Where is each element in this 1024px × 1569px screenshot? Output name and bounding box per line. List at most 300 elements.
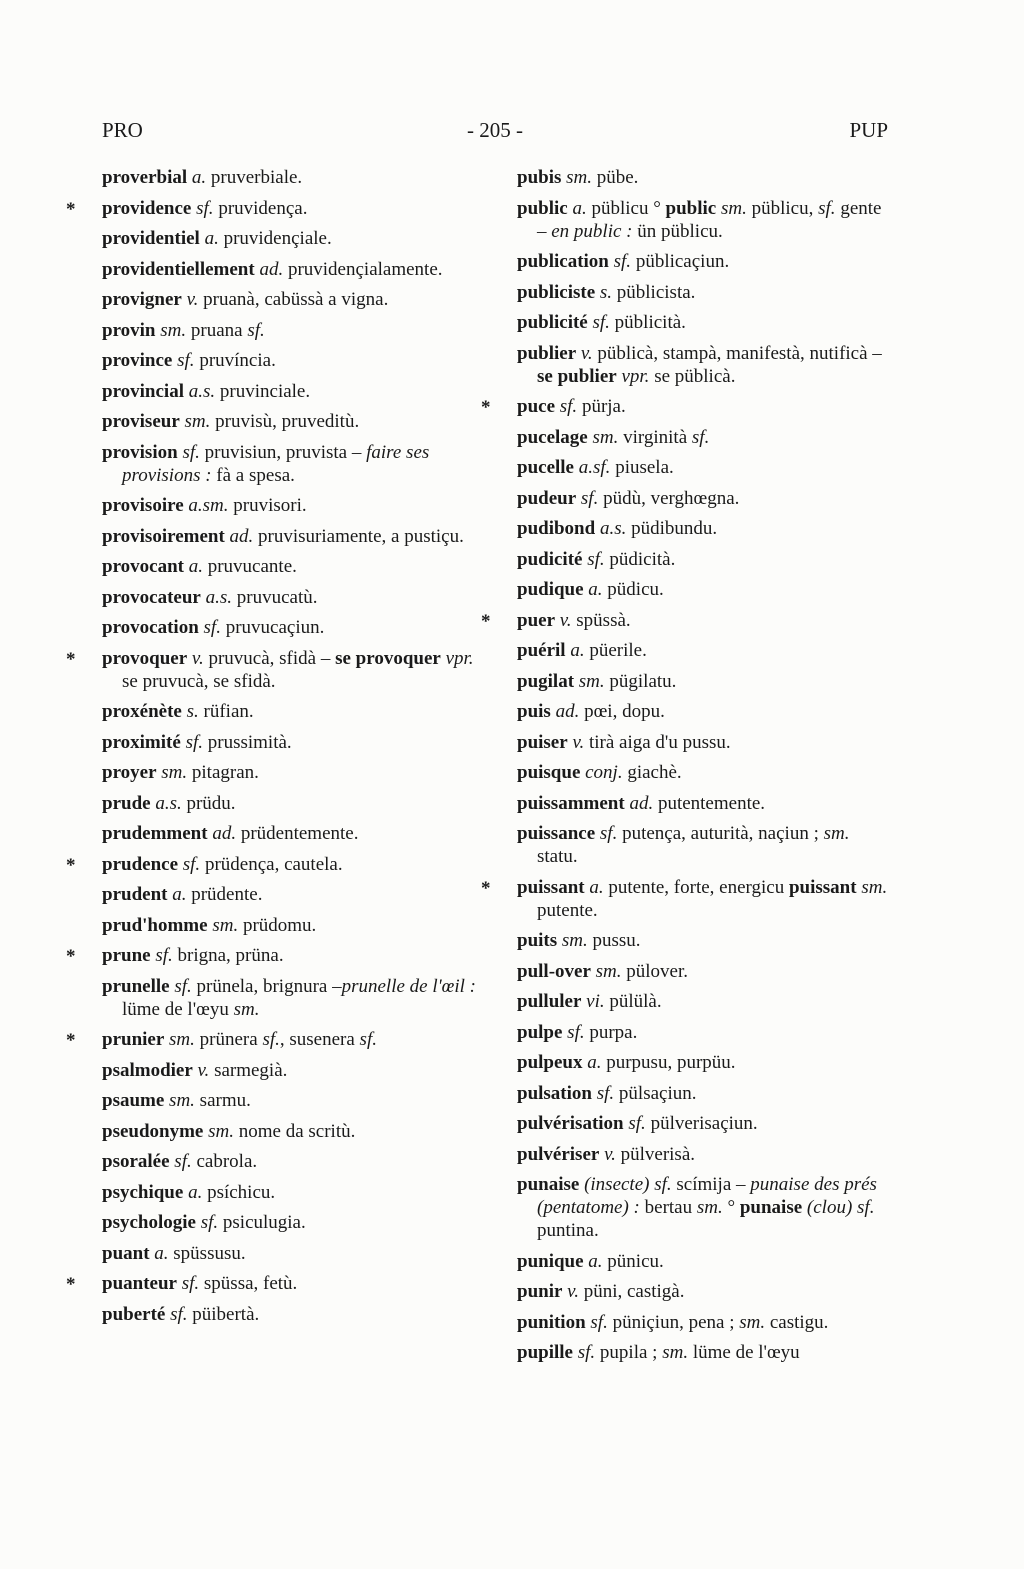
headword: puis <box>517 701 551 722</box>
grammar-label: sf. <box>596 1082 615 1104</box>
translation: sarmu. <box>194 1090 251 1111</box>
dictionary-entry <box>517 1082 889 1105</box>
grammar-label: sf. <box>170 1303 188 1325</box>
dictionary-entry <box>102 197 478 220</box>
grammar-label: sf. <box>359 1029 377 1050</box>
dictionary-entry <box>517 166 889 189</box>
grammar-label: v. <box>604 1143 616 1165</box>
headword: provin <box>102 319 156 341</box>
dictionary-entry <box>102 1028 478 1051</box>
translation: statu. <box>537 846 578 867</box>
translation: prünera <box>194 1029 263 1050</box>
translation: pruvíncia. <box>194 350 276 371</box>
headword: puéril <box>517 640 566 661</box>
grammar-label: ad. <box>229 525 254 547</box>
dictionary-entry <box>102 731 478 754</box>
dictionary-entry <box>102 883 478 906</box>
dictionary-entry <box>517 281 889 304</box>
grammar-label: sf. <box>599 823 618 844</box>
dictionary-entry <box>517 197 889 243</box>
headword: punir <box>517 1281 563 1302</box>
dictionary-entry <box>517 876 889 922</box>
headword: psychologie <box>102 1212 196 1233</box>
grammar-label: sf. <box>559 396 578 417</box>
translation: lüme de l'œyu <box>122 998 234 1020</box>
grammar-label: v. <box>191 647 204 669</box>
dictionary-entry <box>517 700 889 723</box>
grammar-label: sm. <box>861 876 888 898</box>
dictionary-entry <box>102 288 478 311</box>
translation: sarmegià. <box>209 1059 288 1081</box>
headword: puant <box>102 1242 150 1264</box>
dictionary-entry <box>517 822 889 868</box>
headword: pubis <box>517 167 562 188</box>
headword: provisoire <box>102 495 184 516</box>
dictionary-entry <box>102 1272 478 1295</box>
dictionary-entry <box>102 853 478 876</box>
header-right-guide-word: PUP <box>849 118 888 142</box>
translation: prüdomu. <box>238 914 317 936</box>
dictionary-entry <box>517 578 889 601</box>
left-column <box>102 166 478 1333</box>
grammar-label: a. <box>204 228 219 249</box>
grammar-label: a. <box>587 1052 602 1073</box>
dictionary-entry <box>102 555 478 578</box>
translation: brigna, prüna. <box>172 945 284 966</box>
headword: pudibond <box>517 518 596 539</box>
dictionary-entry <box>517 990 889 1013</box>
dictionary-entry <box>517 731 889 754</box>
translation: püniçiun, pena ; <box>607 1311 740 1333</box>
grammar-label: sm. <box>161 762 188 783</box>
grammar-label: sm. <box>595 960 622 982</box>
grammar-label: sf. <box>182 441 200 463</box>
translation: püdibundu. <box>626 518 718 539</box>
translation: , susenera <box>279 1029 360 1050</box>
grammar-label: sm. <box>578 670 605 692</box>
headword: puissant <box>517 876 585 898</box>
dictionary-entry <box>102 494 478 517</box>
grammar-label: a. <box>589 876 604 898</box>
grammar-label: sf. <box>262 1029 280 1050</box>
translation: püdicità. <box>604 548 676 570</box>
grammar-label: v. <box>186 289 199 310</box>
translation: pruvucaçiun. <box>220 617 325 638</box>
translation: scímija – <box>671 1174 751 1195</box>
right-column <box>517 166 889 1372</box>
dictionary-entry <box>102 410 478 433</box>
grammar-label: sf. <box>691 426 710 448</box>
grammar-label: sf. <box>185 731 203 753</box>
headword: provocation <box>102 617 199 638</box>
translation: pruvisù, pruveditù. <box>210 411 360 432</box>
grammar-label: a. <box>588 1250 603 1272</box>
dictionary-entry <box>517 1173 889 1242</box>
translation: bertau <box>639 1197 697 1218</box>
dictionary-entry <box>517 1112 889 1135</box>
grammar-label: a. <box>572 197 587 219</box>
translation: spüssà. <box>571 609 631 631</box>
dictionary-entry <box>517 792 889 815</box>
grammar-label: ad. <box>555 701 580 722</box>
translation: fà a spesa. <box>211 464 295 486</box>
grammar-label: sf. <box>196 197 214 219</box>
grammar-label: a. <box>191 167 207 188</box>
headword: provoquer <box>102 647 188 669</box>
translation: püblicaçiun. <box>631 251 730 272</box>
headword: prunelle <box>102 975 170 997</box>
translation: pruvidençialamente. <box>283 258 443 280</box>
grammar-label: ad. <box>629 792 654 814</box>
translation: pügilatu. <box>604 670 677 692</box>
grammar-label: sf. <box>613 251 632 272</box>
grammar-label: a.s. <box>188 380 216 402</box>
grammar-label: sm. <box>233 998 260 1020</box>
translation: se pruvucà, se sfidà. <box>122 670 276 692</box>
translation: pruvucante. <box>202 556 297 577</box>
grammar-label: sf. <box>181 1273 200 1294</box>
grammar-label: a.s. <box>205 586 233 608</box>
translation: püblicu ° <box>586 197 666 219</box>
headword: public <box>665 197 717 219</box>
translation: prüdente. <box>186 884 263 905</box>
translation: psiculugia. <box>218 1212 306 1233</box>
dictionary-entry <box>102 700 478 723</box>
dictionary-entry <box>102 1242 478 1265</box>
translation: pübe. <box>592 167 639 188</box>
headword: providence <box>102 197 192 219</box>
headword: psychique <box>102 1181 184 1203</box>
translation: spüssusu. <box>168 1242 246 1264</box>
translation: ° <box>722 1197 740 1218</box>
dictionary-entry <box>517 1021 889 1044</box>
dictionary-entry <box>102 349 478 372</box>
grammar-label: sm. <box>592 426 619 448</box>
translation: puntina. <box>537 1220 599 1241</box>
grammar-label: sf. <box>174 975 192 997</box>
headword: prude <box>102 792 151 814</box>
headword: puce <box>517 396 555 417</box>
headword: punaise <box>517 1174 580 1195</box>
dictionary-entry <box>517 395 889 418</box>
dictionary-entry <box>102 586 478 609</box>
headword: pugilat <box>517 670 575 692</box>
headword: pucelage <box>517 426 588 448</box>
headword: pulpeux <box>517 1052 583 1073</box>
headword: proyer <box>102 762 157 783</box>
header-left-guide-word: PRO <box>102 118 143 142</box>
translation: pruana <box>186 319 248 341</box>
translation: pülülà. <box>604 991 662 1012</box>
translation: prüdença, cautela. <box>200 853 343 875</box>
headword: providentiellement <box>102 258 255 280</box>
translation: pülover. <box>621 960 689 982</box>
dictionary-entry <box>102 1120 478 1143</box>
headword: provision <box>102 441 178 463</box>
grammar-label: v. <box>572 731 585 753</box>
dictionary-entry <box>102 1059 478 1082</box>
translation: pruverbiale. <box>206 167 303 188</box>
headword: provocant <box>102 556 184 577</box>
translation: piusela. <box>610 457 674 478</box>
grammar-label: sf. <box>200 1212 219 1233</box>
grammar-label: sf. <box>174 1151 192 1172</box>
dictionary-entry <box>102 1150 478 1173</box>
grammar-label: sf. <box>592 312 610 333</box>
dictionary-entry <box>102 647 478 693</box>
translation: rüfian. <box>198 701 254 722</box>
translation: püblicità. <box>609 312 686 333</box>
headword: puissant <box>788 876 857 898</box>
translation: pupila ; <box>595 1342 663 1363</box>
dictionary-entry <box>517 342 889 388</box>
dictionary-entry <box>102 761 478 784</box>
headword: pulluler <box>517 991 582 1012</box>
headword: public <box>517 197 568 219</box>
dictionary-entry <box>517 426 889 449</box>
grammar-label: (clou) sf. <box>806 1197 875 1218</box>
grammar-label: sf. <box>580 487 599 509</box>
dictionary-entry <box>102 319 478 342</box>
dictionary-entry <box>517 929 889 952</box>
translation: gente – <box>537 197 882 242</box>
translation: giachè. <box>622 762 682 783</box>
grammar-label: sf. <box>247 319 265 341</box>
headword: prud'homme <box>102 914 208 936</box>
headword: prudent <box>102 884 168 905</box>
translation: pruvisiun, pruvista – <box>199 441 367 463</box>
dictionary-entry <box>517 548 889 571</box>
headword: pupille <box>517 1342 573 1363</box>
dictionary-entry <box>517 1051 889 1074</box>
translation: püdicu. <box>602 579 664 600</box>
grammar-label: sf. <box>818 197 836 219</box>
headword: se provoquer <box>335 647 441 669</box>
headword: puberté <box>102 1303 166 1325</box>
headword: prudemment <box>102 823 208 844</box>
grammar-label: a. <box>172 884 187 905</box>
dictionary-entry <box>517 670 889 693</box>
headword: pulvériser <box>517 1143 600 1165</box>
translation: püibertà. <box>187 1303 260 1325</box>
grammar-label: sm. <box>739 1311 766 1333</box>
translation: se püblicà. <box>649 365 736 387</box>
grammar-label: sm. <box>208 1120 234 1142</box>
dictionary-entry <box>517 1311 889 1334</box>
translation: pruanà, cabüssà a vigna. <box>198 289 389 310</box>
grammar-label: sm. <box>561 930 588 951</box>
headword: pucelle <box>517 457 574 478</box>
headword: puits <box>517 930 558 951</box>
grammar-label: a.sm. <box>188 495 229 516</box>
grammar-label: s. <box>186 701 199 722</box>
translation: purpusu, purpüu. <box>601 1052 736 1073</box>
grammar-label: a. <box>188 556 203 577</box>
translation: prüdu. <box>181 792 236 814</box>
translation: püblicista. <box>612 281 696 303</box>
headword: puiser <box>517 731 568 753</box>
grammar-label: conj. <box>585 762 623 783</box>
translation: püblicà, stampà, manifestà, nutificà – <box>592 342 882 364</box>
headword: pudique <box>517 579 584 600</box>
translation: pruvucà, sfidà – <box>203 647 336 669</box>
grammar-label: prunelle de l'œil : <box>341 975 476 997</box>
dictionary-entry <box>517 1341 889 1364</box>
dictionary-entry <box>517 456 889 479</box>
grammar-label: a. <box>570 640 585 661</box>
dictionary-entry <box>517 639 889 662</box>
translation: pruvidençiale. <box>218 228 332 249</box>
headword: prudence <box>102 853 178 875</box>
grammar-label: vpr. <box>621 365 650 387</box>
headword: pudicité <box>517 548 583 570</box>
grammar-label: sm. <box>184 411 211 432</box>
translation: pruvidença. <box>213 197 308 219</box>
grammar-label: sm. <box>696 1197 723 1218</box>
grammar-label: a. <box>188 1181 203 1203</box>
grammar-label: s. <box>599 281 613 303</box>
grammar-label: v. <box>580 342 593 364</box>
translation: putente. <box>537 899 598 921</box>
grammar-label: faire ses provisions : <box>122 441 430 486</box>
headword: pull-over <box>517 960 591 982</box>
translation: tirà aiga d'u pussu. <box>584 731 731 753</box>
translation: pülverisà. <box>615 1143 696 1165</box>
headword: puer <box>517 609 555 631</box>
headword: proximité <box>102 731 181 753</box>
grammar-label: punaise des prés (pentatome) : <box>537 1174 877 1218</box>
grammar-label: en public : <box>551 220 633 242</box>
dictionary-entry <box>102 914 478 937</box>
headword: puissamment <box>517 792 625 814</box>
translation: pœi, dopu. <box>579 701 665 722</box>
grammar-label: (insecte) sf. <box>584 1174 672 1195</box>
grammar-label: a.s. <box>599 518 627 539</box>
headword: proviseur <box>102 411 180 432</box>
headword: publicité <box>517 312 588 333</box>
grammar-label: a.sf. <box>578 457 611 478</box>
translation: pruvinciale. <box>215 380 311 402</box>
dictionary-entry <box>517 761 889 784</box>
dictionary-entry <box>517 250 889 273</box>
grammar-label: sf. <box>587 548 605 570</box>
translation: püni, castigà. <box>578 1281 685 1302</box>
translation: pruvisori. <box>228 495 307 516</box>
headword: punition <box>517 1311 586 1333</box>
headword: pulsation <box>517 1082 592 1104</box>
grammar-label: sm. <box>169 1090 195 1111</box>
grammar-label: v. <box>197 1059 210 1081</box>
translation: castigu. <box>765 1311 829 1333</box>
headword: psalmodier <box>102 1059 193 1081</box>
grammar-label: sm. <box>169 1029 195 1050</box>
dictionary-entry <box>102 616 478 639</box>
headword: punique <box>517 1250 584 1272</box>
headword: punaise <box>739 1197 803 1218</box>
grammar-label: ad. <box>259 258 284 280</box>
dictionary-entry <box>517 1280 889 1303</box>
grammar-label: sf. <box>177 350 195 371</box>
dictionary-entry <box>102 792 478 815</box>
grammar-label: sm. <box>212 914 239 936</box>
translation: psíchicu. <box>202 1181 276 1203</box>
translation: püdù, verghœgna. <box>598 487 740 509</box>
translation: cabrola. <box>191 1151 258 1172</box>
grammar-label: vpr. <box>445 647 474 669</box>
dictionary-entry <box>102 258 478 281</box>
headword: province <box>102 350 173 371</box>
dictionary-entry <box>102 1303 478 1326</box>
headword: pudeur <box>517 487 577 509</box>
translation: spüssa, fetù. <box>199 1273 298 1294</box>
dictionary-entry <box>102 227 478 250</box>
dictionary-entry <box>517 517 889 540</box>
translation: püblicu, <box>746 197 819 219</box>
dictionary-entry <box>517 311 889 334</box>
page-header <box>102 118 888 146</box>
grammar-label: sf. <box>567 1021 585 1043</box>
translation: pülverisaçiun. <box>645 1113 758 1134</box>
translation: pülsaçiun. <box>614 1082 697 1104</box>
dictionary-entry <box>102 822 478 845</box>
translation: lüme de l'œyu <box>688 1342 800 1363</box>
translation: püerile. <box>584 640 647 661</box>
headword: provincial <box>102 380 184 402</box>
translation: putença, auturità, naçiun ; <box>617 823 824 844</box>
translation: putente, forte, energicu <box>603 876 789 898</box>
headword: publiciste <box>517 281 596 303</box>
translation: prünela, brignura – <box>191 975 342 997</box>
dictionary-entry <box>102 380 478 403</box>
headword: providentiel <box>102 228 200 249</box>
grammar-label: sf. <box>628 1113 646 1134</box>
translation: ün püblicu. <box>632 220 723 242</box>
translation: pruvucatù. <box>232 586 318 608</box>
grammar-label: sm. <box>566 167 592 188</box>
translation: purpa. <box>584 1021 638 1043</box>
headword: prune <box>102 945 151 966</box>
headword: pulpe <box>517 1021 563 1043</box>
grammar-label: vi. <box>586 991 605 1012</box>
grammar-label: sf. <box>577 1342 596 1363</box>
dictionary-entry <box>102 441 478 487</box>
headword: publier <box>517 342 577 364</box>
dictionary-entry <box>517 609 889 632</box>
grammar-label: a.s. <box>155 792 182 814</box>
grammar-label: sm. <box>721 197 747 219</box>
translation: prüdentemente. <box>236 823 359 844</box>
grammar-label: v. <box>559 609 572 631</box>
translation: pürja. <box>577 396 626 417</box>
grammar-label: ad. <box>212 823 237 844</box>
dictionary-entry <box>517 1250 889 1273</box>
dictionary-entry <box>102 975 478 1021</box>
translation: pitagran. <box>187 762 259 783</box>
grammar-label: a. <box>154 1242 169 1264</box>
grammar-label: v. <box>567 1281 579 1302</box>
headword: prunier <box>102 1029 165 1050</box>
grammar-label: sf. <box>203 617 221 638</box>
headword: se publier <box>537 365 617 387</box>
grammar-label: sm. <box>662 1342 689 1363</box>
headword: provocateur <box>102 586 201 608</box>
headword: proxénète <box>102 701 182 722</box>
grammar-label: sm. <box>160 319 187 341</box>
dictionary-entry <box>102 1211 478 1234</box>
dictionary-entry <box>102 525 478 548</box>
grammar-label: sf. <box>590 1311 608 1333</box>
translation: virginità <box>618 426 692 448</box>
